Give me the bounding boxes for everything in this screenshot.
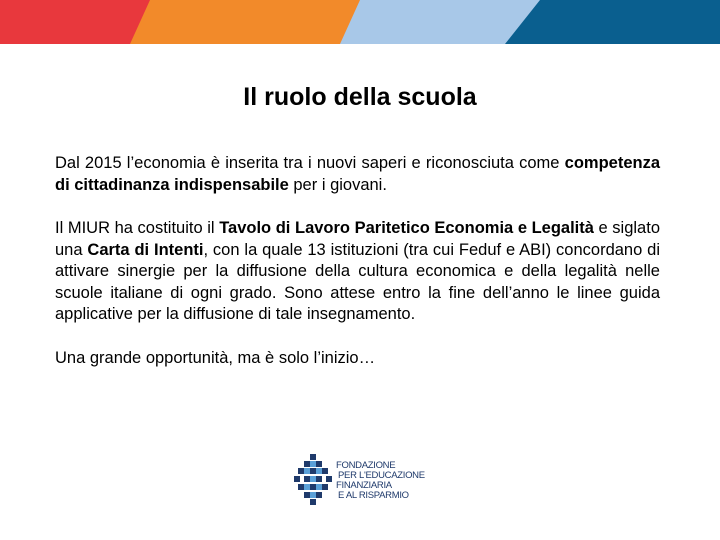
feduf-logo-text (336, 461, 432, 501)
paragraph-2-text-c: e siglato una (55, 219, 660, 259)
paragraph-2 (55, 218, 660, 326)
paragraph-2-bold-carta: Carta di Intenti (87, 240, 204, 259)
logo-line-4: E AL RISPARMIO (338, 490, 409, 501)
stripe-orange (130, 0, 380, 44)
logo-line-3: FINANZIARIA (336, 480, 392, 491)
feduf-logo (292, 452, 432, 508)
logo-line-2: PER L'EDUCAZIONE (338, 470, 425, 481)
paragraph-1-text-c: per i giovani. (288, 175, 387, 194)
stripe-graphic (0, 0, 720, 44)
paragraph-2-bold-tavolo: Tavolo di Lavoro Paritetico Economia e Legalità (219, 219, 594, 237)
paragraph-1-bold: competenza di cittadinanza indispensabile (55, 154, 660, 194)
paragraph-1-text-a: Dal 2015 l’economia è inserita tra i nuovi saperi e riconosciuta come (55, 154, 565, 172)
stripe-dark-blue (505, 0, 720, 44)
paragraph-1 (55, 153, 660, 196)
slide-title: Il ruolo della scuola (243, 83, 477, 111)
slide-body (55, 153, 660, 391)
paragraph-2-text-e: , con la quale 13 istituzioni (tra cui Feduf e ABI) concordano di attivare sinergie per la diffusione della cultura economica e della legalità nelle scuole italiane di ogni grado. Sono attese entro la fine dell’anno le linee guida applicative per la diffusione di tale insegnamento. (55, 240, 660, 323)
feduf-logo-mark-icon (292, 452, 334, 508)
logo-line-1: FONDAZIONE (336, 460, 396, 471)
header-color-stripe (0, 0, 720, 44)
paragraph-2-text-a: Il MIUR ha costituito il (55, 219, 220, 237)
paragraph-3: Una grande opportunità, ma è solo l’inizio… (55, 348, 376, 367)
